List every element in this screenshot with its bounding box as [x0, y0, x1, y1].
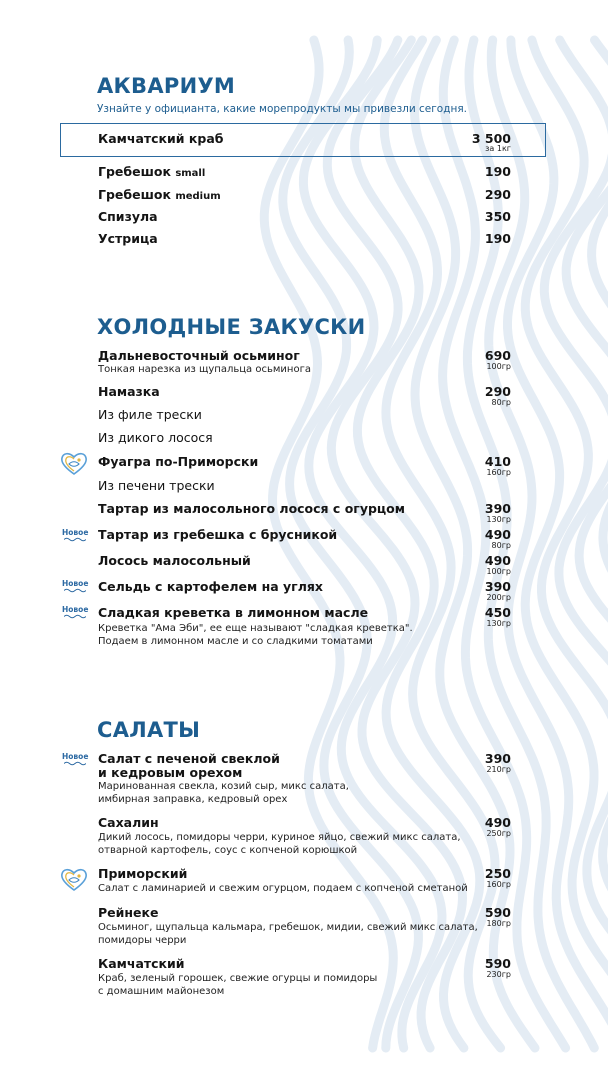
- item-price: 490: [484, 527, 511, 542]
- item-description: помидоры черри: [98, 935, 187, 946]
- item-weight: 210гр: [486, 765, 511, 774]
- item-name: Камчатский краб: [98, 131, 224, 146]
- item-description: отварной картофель, соус с копченой корюшкой: [98, 845, 358, 856]
- heart-logo-icon: [60, 450, 88, 476]
- item-description: Тонкая нарезка из щупальца осьминога: [98, 364, 311, 375]
- item-name: Приморский: [98, 866, 188, 881]
- new-badge: Новое: [62, 528, 88, 544]
- item-weight: 130гр: [486, 515, 511, 524]
- item-name: Тартар из малосольного лосося с огурцом: [98, 501, 405, 516]
- section-title-aquarium: АКВАРИУМ: [97, 74, 236, 98]
- item-name: Лосось малосольный: [98, 553, 251, 568]
- item-name: Сельдь с картофелем на углях: [98, 579, 323, 594]
- item-weight: 130гр: [486, 619, 511, 628]
- item-description: с домашним майонезом: [98, 986, 225, 997]
- item-price: 290: [484, 384, 511, 399]
- item-price: 390: [484, 751, 511, 766]
- item-weight: 100гр: [486, 567, 511, 576]
- item-name: Сахалин: [98, 815, 159, 830]
- item-price: 490: [484, 553, 511, 568]
- item-weight: 80гр: [491, 541, 511, 550]
- new-badge: Новое: [62, 579, 88, 595]
- item-description: Дикий лосось, помидоры черри, куриное яйцо, свежий микс салата,: [98, 832, 461, 843]
- item-name: Сладкая креветка в лимонном масле: [98, 605, 369, 620]
- item-price: 690: [484, 348, 511, 363]
- item-weight: 230гр: [486, 970, 511, 979]
- item-price: 490: [484, 815, 511, 830]
- item-weight: 160гр: [486, 880, 511, 889]
- item-name: Фуагра по-Приморски: [98, 454, 259, 469]
- item-name: Из филе трески: [98, 407, 202, 422]
- section-title-cold: ХОЛОДНЫЕ ЗАКУСКИ: [97, 315, 366, 339]
- item-name: Спизула: [98, 209, 158, 224]
- item-weight: 160гр: [486, 468, 511, 477]
- item-name: Гребешок small: [98, 164, 206, 179]
- item-description: Салат с ламинарией и свежим огурцом, подаем с копченой сметаной: [98, 883, 468, 894]
- item-description: Краб, зеленый горошек, свежие огурцы и помидоры: [98, 973, 378, 984]
- item-weight: 250гр: [486, 829, 511, 838]
- item-name: Намазка: [98, 384, 160, 399]
- item-weight: 80гр: [491, 398, 511, 407]
- new-badge: Новое: [62, 752, 88, 768]
- item-description: Подаем в лимонном масле и со сладкими томатами: [98, 636, 373, 647]
- item-name: Тартар из гребешка с брусникой: [98, 527, 338, 542]
- item-price: 590: [484, 905, 511, 920]
- item-name: Устрица: [98, 231, 158, 246]
- item-name: Камчатский: [98, 956, 185, 971]
- item-weight: 200гр: [486, 593, 511, 602]
- item-name: Салат с печеной свеклой: [98, 751, 280, 766]
- item-weight: 100гр: [486, 362, 511, 371]
- new-badge: Новое: [62, 605, 88, 621]
- item-name: Рейнеке: [98, 905, 159, 920]
- size-tag: medium: [175, 191, 221, 202]
- item-description: Осьминог, щупальца кальмара, гребешок, мидии, свежий микс салата,: [98, 922, 478, 933]
- item-price: 390: [484, 501, 511, 516]
- item-name: Из печени трески: [98, 478, 215, 493]
- item-description: Креветка "Ама Эби", ее еще называют "сладкая креветка".: [98, 623, 413, 634]
- item-price: 350: [484, 209, 511, 224]
- item-name: Гребешок medium: [98, 187, 221, 202]
- item-price: 190: [484, 231, 511, 246]
- item-weight: 180гр: [486, 919, 511, 928]
- item-name: Из дикого лосося: [98, 430, 213, 445]
- item-price: 450: [484, 605, 511, 620]
- item-price: 290: [484, 187, 511, 202]
- section-title-salads: САЛАТЫ: [97, 718, 201, 742]
- item-price: 250: [484, 866, 511, 881]
- item-price: 590: [484, 956, 511, 971]
- aquarium-subtitle: Узнайте у официанта, какие морепродукты мы привезли сегодня.: [97, 103, 467, 115]
- size-tag: small: [175, 168, 206, 179]
- heart-logo-icon: [60, 866, 88, 892]
- item-price: 3 500: [471, 131, 511, 146]
- item-name: Дальневосточный осьминог: [98, 348, 300, 363]
- item-unit: за 1кг: [485, 144, 511, 153]
- item-description: имбирная заправка, кедровый орех: [98, 794, 288, 805]
- item-price: 410: [484, 454, 511, 469]
- item-price: 190: [484, 164, 511, 179]
- item-name-line2: и кедровым орехом: [98, 765, 243, 780]
- item-price: 390: [484, 579, 511, 594]
- item-description: Маринованная свекла, козий сыр, микс салата,: [98, 781, 349, 792]
